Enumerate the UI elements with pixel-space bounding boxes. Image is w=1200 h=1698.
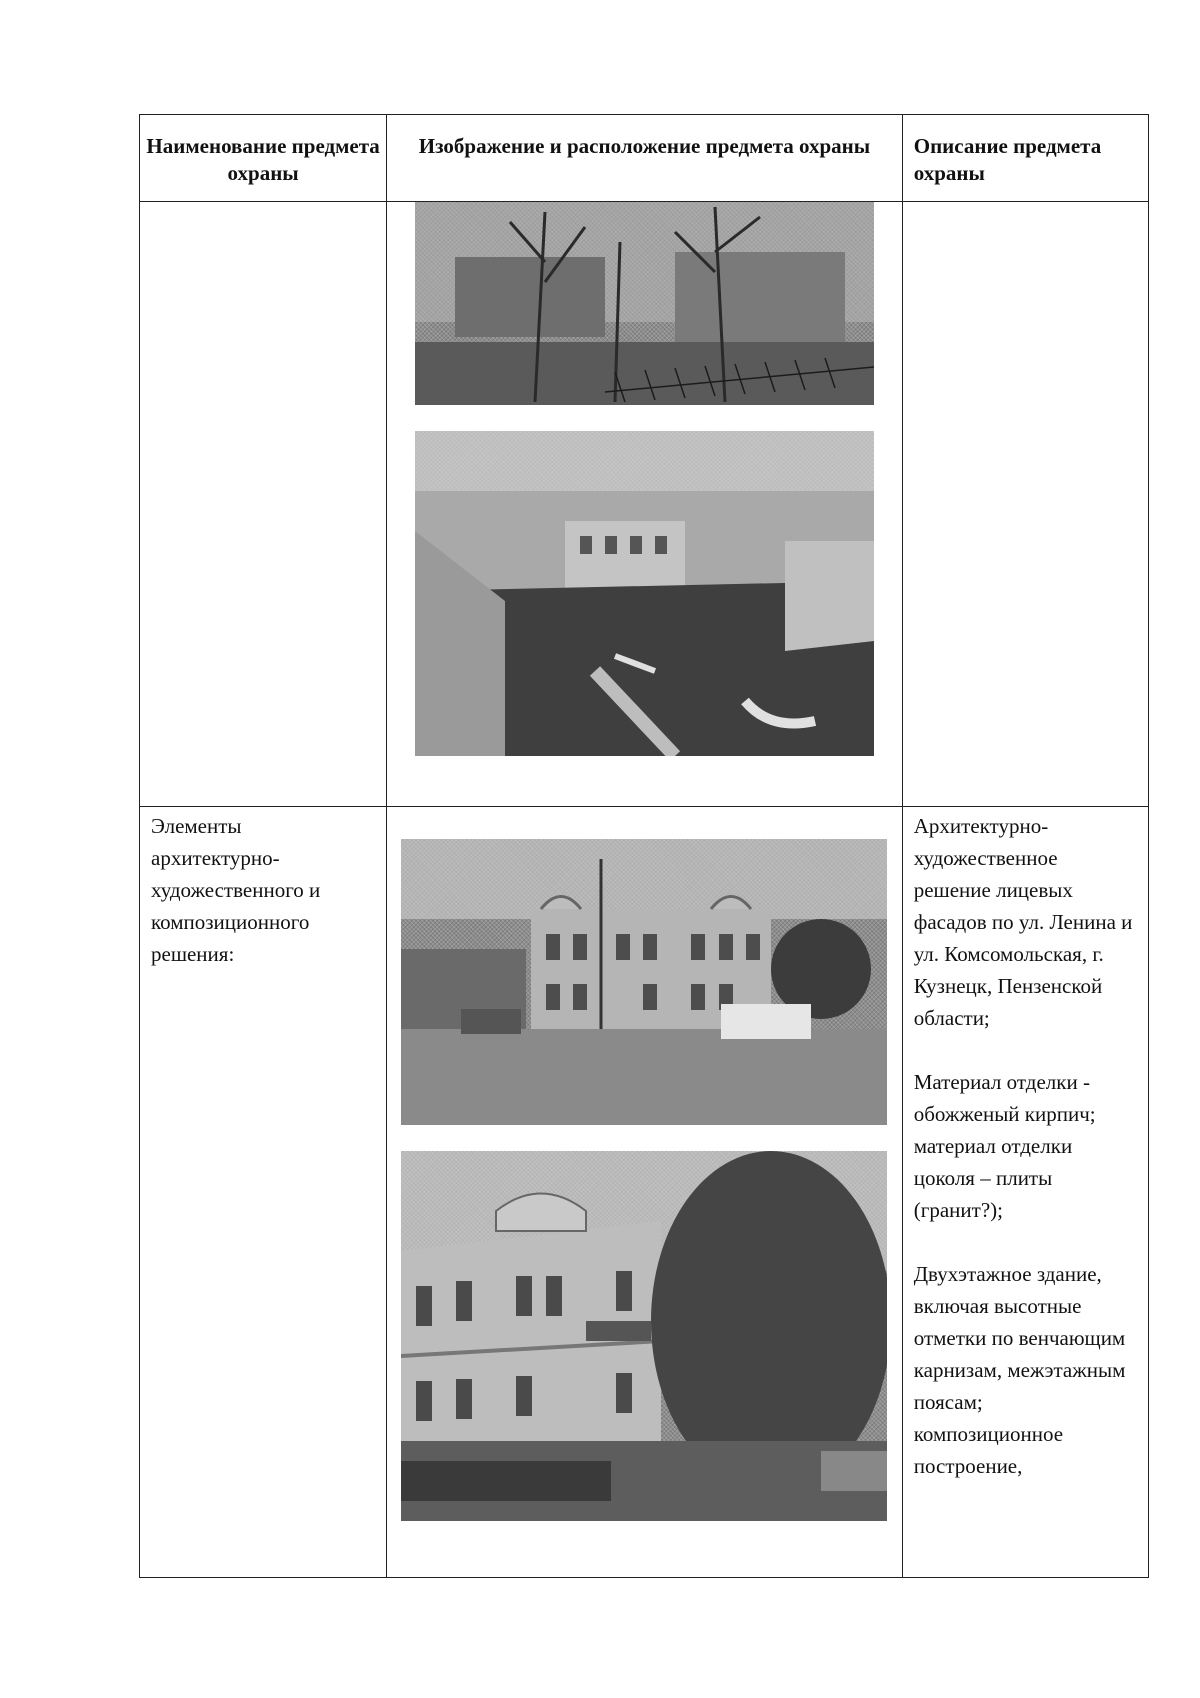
row1-description-cell bbox=[902, 202, 1148, 807]
row2-image-cell bbox=[387, 807, 903, 1578]
photo-courtyard-trees bbox=[415, 202, 874, 405]
table-row bbox=[140, 807, 1149, 1578]
row1-image-cell bbox=[387, 202, 903, 807]
table-row bbox=[140, 202, 1149, 807]
row2-description-cell bbox=[902, 807, 1148, 1578]
photo-building-corner bbox=[401, 1151, 887, 1521]
header-description: Описание предмета охраны bbox=[902, 115, 1148, 202]
header-name: Наименование предмета охраны bbox=[140, 115, 387, 202]
header-image: Изображение и расположение предмета охраны bbox=[387, 115, 903, 202]
table-header-row bbox=[140, 115, 1149, 202]
description-paragraph: Двухэтажное здание, включая высотные отметки по венчающим карнизам, межэтажным поясам; композиционное построение, bbox=[913, 1262, 1126, 1478]
photo-courtyard-buildings bbox=[415, 431, 874, 756]
row2-description bbox=[903, 807, 1148, 1482]
protection-subject-table bbox=[139, 114, 1149, 1578]
row2-name: Элементы архитектурно-художественного и композиционного решения: bbox=[151, 814, 321, 966]
description-paragraph: Материал отделки - обожженый кирпич; материал отделки цоколя – плиты (гранит?); bbox=[913, 1070, 1096, 1222]
row2-name-cell bbox=[140, 807, 387, 1578]
description-paragraph: Архитектурно-художественное решение лицевых фасадов по ул. Ленина и ул. Комсомольская, г. Кузнецк, Пензенской области; bbox=[913, 814, 1133, 1030]
row1-name-cell bbox=[140, 202, 387, 807]
photo-facade-street bbox=[401, 839, 887, 1125]
